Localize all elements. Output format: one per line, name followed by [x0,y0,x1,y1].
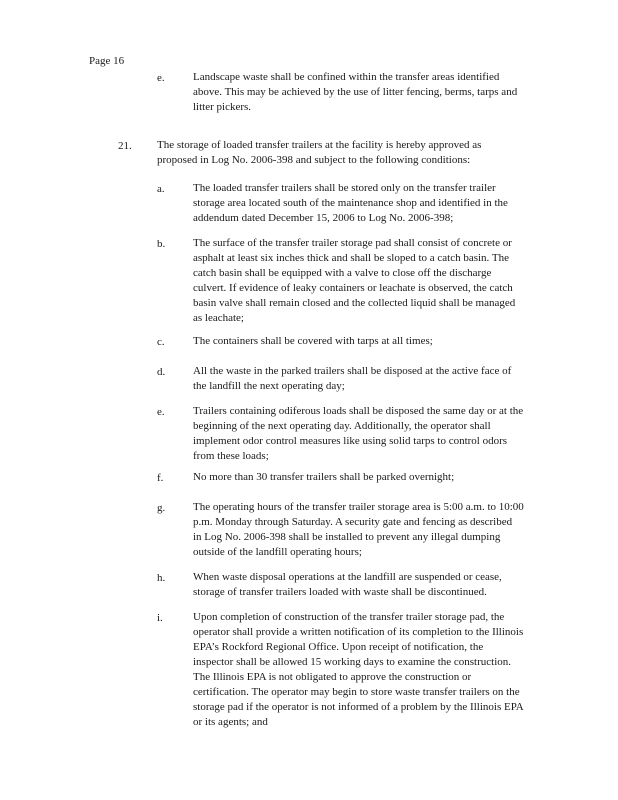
section-intro: The storage of loaded transfer trailers at the facility is hereby approved as proposed in Log No. 2006-398 and subject to the following conditions: [157,139,482,166]
item-label-d: d. [157,366,166,378]
item-label-e: e. [157,406,165,418]
item-text-c: The containers shall be covered with tarps at all times; [193,335,433,347]
item-label-i: i. [157,612,163,624]
item-text-h: When waste disposal operations at the landfill are suspended or cease, storage of transfer trailers loaded with waste shall be discontinued. [193,571,502,598]
item-text-a: The loaded transfer trailers shall be stored only on the transfer trailer storage area located south of the maintenance shop and identified in the addendum dated December 15, 2006 to Log No. 2006-398; [193,182,508,224]
item-label-g: g. [157,502,166,514]
page-header: Page 16 [89,55,125,67]
item-label-a: a. [157,183,165,195]
section-number: 21. [118,140,132,152]
item-label-b: b. [157,238,166,250]
item-text-e-prev: Landscape waste shall be confined within the transfer areas identified above. This may be achieved by the use of litter fencing, berms, tarps and litter pickers. [193,71,518,113]
item-text-e: Trailers containing odiferous loads shall be disposed the same day or at the beginning of the next operating day. Additionally, the operator shall implement odor control measures like using solid tarps to control odors from these loads; [193,405,524,462]
item-text-g: The operating hours of the transfer trailer storage area is 5:00 a.m. to 10:00 p.m. Monday through Saturday. A security gate and fencing as described in Log No. 2006-398 shall be installed to prevent any illegal dumping outside of the landfill operating hours; [193,501,524,558]
item-label-c: c. [157,336,165,348]
item-label-f: f. [157,472,164,484]
item-text-f: No more than 30 transfer trailers shall be parked overnight; [193,471,455,483]
item-text-d: All the waste in the parked trailers shall be disposed at the active face of the landfill the next operating day; [193,365,512,392]
item-text-b: The surface of the transfer trailer storage pad shall consist of concrete or asphalt at least six inches thick and shall be sloped to a catch basin. The catch basin shall be equipped with a valve to close off the discharge culvert. If evidence of leaky containers or leachate is observed, the catch basin valve shall remain closed and the collected liquid shall be managed as leachate; [193,237,516,324]
item-label-e-prev: e. [157,72,165,84]
item-label-h: h. [157,572,166,584]
item-text-i: Upon completion of construction of the transfer trailer storage pad, the operator shall provide a written notification of its completion to the Illinois EPA’s Rockford Regional Office. Upon receipt of notification, the inspector shall be allowed 15 working days to examine the construction. The Illinois EPA is not obligated to approve the construction or certification. The operator may begin to store waste transfer trailers on the storage pad if the operator is not informed of a problem by the Illinois EPA or its agents; and [193,611,524,728]
